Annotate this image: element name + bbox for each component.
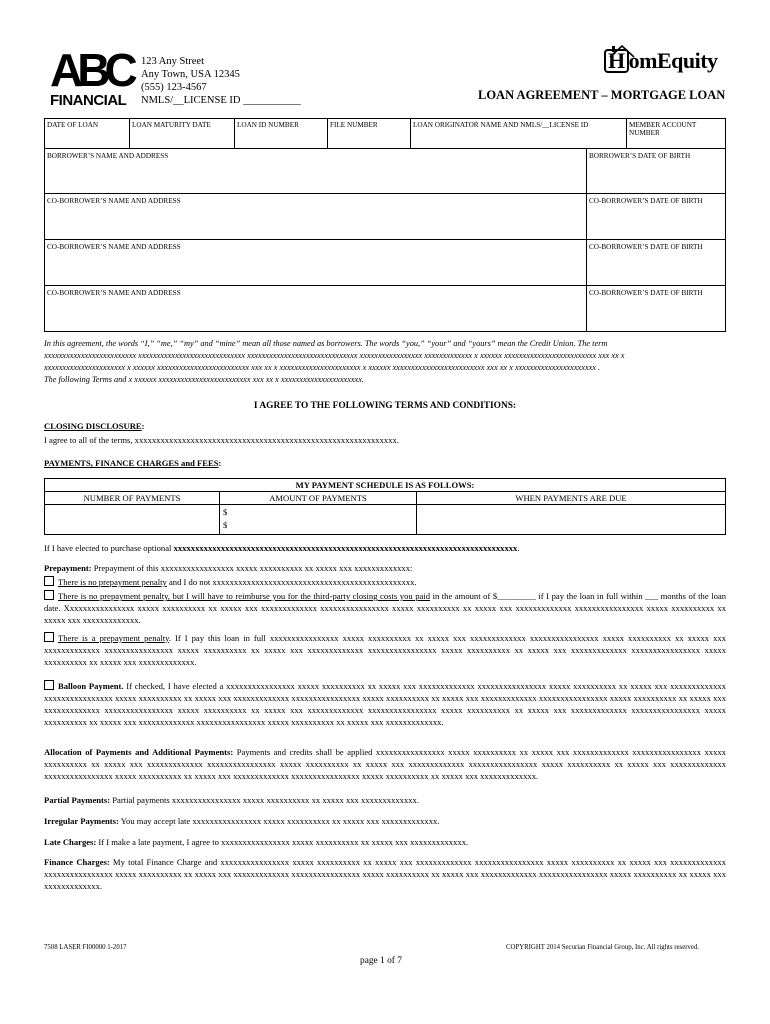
option-underlined: There is no prepayment penalty, but I will have to reimburse you for the third-party closing costs you paid <box>58 591 431 601</box>
agree-heading: I AGREE TO THE FOLLOWING TERMS AND CONDITIONS: <box>253 401 517 411</box>
when-due-cell[interactable] <box>417 505 726 535</box>
finance-charges-section <box>44 856 726 892</box>
prepayment-section <box>44 562 726 574</box>
coborrower-block[interactable] <box>44 240 726 286</box>
company-address <box>141 55 301 107</box>
intro-paragraph <box>44 338 726 386</box>
optional-bold: xxxxxxxxxxxxxxxxxxxxxxxxxxxxxxxxxxxxxxxxxxxxxxxxxxxxxxxxxxxxxxxxxxxxxxxxxxxxxxxx <box>173 543 518 553</box>
coborrower-name-label: CO-BORROWER’S NAME AND ADDRESS <box>47 243 181 251</box>
intro-line: xxxxxxxxxxxxxxxxxxxxxxxxx xxxxxxxxxxxxxxxxxxxxxxxxxxxxx xxxxxxxxxxxxxxxxxxxxxxxxxxxxxx xxxxxxxxxxxxxxxxx xxxxxxxxxxxxx x xxxxxx xxxxxxxxxxxxxxxxxxxxxxxxx xxx xx x <box>44 351 625 360</box>
borrower-name-label: BORROWER’S NAME AND ADDRESS <box>47 152 169 160</box>
loan-originator-field[interactable]: LOAN ORIGINATOR NAME AND NMLS/__LICENSE ID <box>411 119 627 149</box>
amount-cell[interactable] <box>220 505 417 535</box>
payment-schedule-table <box>44 478 726 535</box>
finance-label: Finance Charges: <box>44 857 110 867</box>
payments-heading-text: PAYMENTS, FINANCE CHARGES and FEES <box>44 458 219 468</box>
allocation-section <box>44 746 726 782</box>
address-line: NMLS/__LICENSE ID ___________ <box>141 95 301 106</box>
intro-line: xxxxxxxxxxxxxxxxxxxxxx x xxxxxx xxxxxxxxxxxxxxxxxxxxxxxxx xxx xx x xxxxxxxxxxxxxxxxxxxxxx x xxxxxx xxxxxxxxxxxxxxxxxxxxxxxxx xxx xx x xxxxxxxxxxxxxxxxxxxxxx . <box>44 363 601 372</box>
prepayment-option-3 <box>44 632 726 668</box>
borrower-dob-field[interactable]: BORROWER’S DATE OF BIRTH <box>586 149 692 193</box>
prepayment-no-penalty-checkbox[interactable] <box>44 576 54 586</box>
logo-letters: ABC <box>50 44 132 96</box>
partial-text: Partial payments xxxxxxxxxxxxxxxx xxxxx xxxxxxxxxx xx xxxxx xxx xxxxxxxxxxxxx. <box>110 795 419 805</box>
abc-financial-logo <box>50 44 132 112</box>
intro-line: The following Terms and x xxxxxx xxxxxxxxxxxxxxxxxxxxxxxxx xxx xx x xxxxxxxxxxxxxxxxxxxxxx. <box>44 375 364 384</box>
balloon-text: If checked, I have elected a xxxxxxxxxxxxxxxx xxxxx xxxxxxxxxx xx xxxxx xxx xxxxxxxxxxxxx xxxxxxxxxxxxxxxx xxxxx xxxxxxxxxx xx xxxxx xxx xxxxxxxxxxxxx xxxxxxxxxxxxxxxx xxxxx xxxxxxxxxx xx xxxxx xxx xxxxxxxxxxxxx xxxxxxxxxxxxxxxx xxxxx xxxxxxxxxx xx xxxxx xxx xxxxxxxxxxxxx xxxxxxxxxxxxxxxx xxxxx xxxxxxxxxx xx xxxxx xxx xxxxxxxxxxxxx xxxxxxxxxxxxxxxx xxxxx xxxxxxxxxx xx xxxxx xxx xxxxxxxxxxxxx xxxxxxxxxxxxxxxx xxxxx xxxxxxxxxx xx xxxxx xxx xxxxxxxxxxxxx xxxxxxxxxxxxxxxx xxxxx xxxxxxxxxx xx xxxxx xxx xxxxxxxxxxxxx xxxxxxxxxxxxxxxx xxxxx xxxxxxxxxx xx xxxxx xxx xxxxxxxxxxxxx. <box>44 681 726 727</box>
loan-maturity-date-field[interactable]: LOAN MATURITY DATE <box>130 119 235 149</box>
logo-word: FINANCIAL <box>50 92 127 109</box>
coborrower-block[interactable] <box>44 194 726 240</box>
coborrower-name-label: CO-BORROWER’S NAME AND ADDRESS <box>47 289 181 297</box>
loan-id-field[interactable]: LOAN ID NUMBER <box>235 119 328 149</box>
prepayment-option-2 <box>44 590 726 626</box>
file-number-field[interactable]: FILE NUMBER <box>328 119 411 149</box>
option-rest: . If I pay this loan in full xxxxxxxxxxxxxxxx xxxxx xxxxxxxxxx xx xxxxx xxx xxxxxxxxxxxxx xxxxxxxxxxxxxxxx xxxxx xxxxxxxxxx xx xxxxx xxx xxxxxxxxxxxxx xxxxxxxxxxxxxxxx xxxxx xxxxxxxxxx xx xxxxx xxx xxxxxxxxxxxxx xxxxxxxxxxxxxxxx xxxxx xxxxxxxxxx xx xxxxx xxx xxxxxxxxxxxxx xxxxxxxxxxxxxxxx xxxxx xxxxxxxxxx xx xxxxx xxx xxxxxxxxxxxxx. <box>44 633 726 667</box>
loan-info-grid <box>44 118 726 149</box>
prepayment-penalty-checkbox[interactable] <box>44 632 54 642</box>
optional-insurance-text <box>44 542 726 554</box>
finance-text: My total Finance Charge and xxxxxxxxxxxxxxxx xxxxx xxxxxxxxxx xx xxxxx xxx xxxxxxxxxxxxx xxxxxxxxxxxxxxxx xxxxx xxxxxxxxxx xx xxxxx xxx xxxxxxxxxxxxx xxxxxxxxxxxxxxxx xxxxx xxxxxxxxxx xx xxxxx xxx xxxxxxxxxxxxx xxxxxxxxxxxxxxxx xxxxx xxxxxxxxxx xx xxxxx xxx xxxxxxxxxxxxx xxxxxxxxxxxxxxxx xxxxx xxxxxxxxxx xx xxxxx xxx xxxxxxxxxxxxx. <box>44 857 726 891</box>
allocation-text: Payments and credits shall be applied xxxxxxxxxxxxxxxx xxxxx xxxxxxxxxx xx xxxxx xxx xxxxxxxxxxxxx xxxxxxxxxxxxxxxx xxxxx xxxxxxxxxx xx xxxxx xxx xxxxxxxxxxxxx xxxxxxxxxxxxxxxx xxxxx xxxxxxxxxx xx xxxxx xxx xxxxxxxxxxxxx xxxxxxxxxxxxxxxx xxxxx xxxxxxxxxx xx xxxxx xxx xxxxxxxxxxxxx xxxxxxxxxxxxxxxx xxxxx xxxxxxxxxx xx xxxxx xxx xxxxxxxxxxxxx xxxxxxxxxxxxxxxx xxxxx xxxxxxxxxx xx xxxxx xxx xxxxxxxxxxxxx. <box>44 747 726 781</box>
prepayment-reimburse-checkbox[interactable] <box>44 590 54 600</box>
allocation-label: Allocation of Payments and Additional Payments: <box>44 747 234 757</box>
coborrower-block[interactable] <box>44 286 726 332</box>
option-underlined: There is a prepayment penalty <box>58 633 169 643</box>
balloon-payment-section <box>44 680 726 728</box>
homequity-brand <box>604 48 718 74</box>
address-line: 123 Any Street <box>141 56 204 67</box>
brand-initial: H <box>604 49 629 73</box>
brand-rest: omEquity <box>628 48 718 73</box>
partial-label: Partial Payments: <box>44 795 111 805</box>
col-number-of-payments: NUMBER OF PAYMENTS <box>45 492 220 505</box>
colon: : <box>218 458 222 468</box>
copyright: COPYRIGHT 2014 Securian Financial Group, Inc. All rights reserved. <box>506 944 699 951</box>
coborrower-dob-field[interactable]: CO-BORROWER’S DATE OF BIRTH <box>586 286 705 331</box>
form-id: 7508 LASER FI00000 1-2017 <box>44 944 127 951</box>
payments-heading <box>44 457 726 469</box>
prepayment-text: Prepayment of this xxxxxxxxxxxxxxxxx xxxxx xxxxxxxxxx xx xxxxx xxx xxxxxxxxxxxxx: <box>91 563 413 573</box>
document-title: LOAN AGREEMENT – MORTGAGE LOAN <box>478 88 726 102</box>
late-text: If I make a late payment, I agree to xxxxxxxxxxxxxxxx xxxxx xxxxxxxxxx xx xxxxx xxx xxxxxxxxxxxxx. <box>96 837 469 847</box>
closing-heading-text: CLOSING DISCLOSURE <box>44 421 142 431</box>
closing-disclosure-text: I agree to all of the terms, xxxxxxxxxxxxxxxxxxxxxxxxxxxxxxxxxxxxxxxxxxxxxxxxxxxxxxxxxxxxx. <box>44 435 399 445</box>
balloon-payment-checkbox[interactable] <box>44 680 54 690</box>
option-underlined: There is no prepayment penalty <box>58 577 167 587</box>
late-label: Late Charges: <box>44 837 97 847</box>
schedule-title: MY PAYMENT SCHEDULE IS AS FOLLOWS: <box>45 479 726 492</box>
borrower-block[interactable] <box>44 149 726 194</box>
balloon-label: Balloon Payment. <box>58 681 124 691</box>
coborrower-dob-field[interactable]: CO-BORROWER’S DATE OF BIRTH <box>586 194 705 239</box>
date-of-loan-field[interactable]: DATE OF LOAN <box>45 119 130 149</box>
closing-disclosure-heading <box>44 420 726 432</box>
col-when-due: WHEN PAYMENTS ARE DUE <box>417 492 726 505</box>
coborrower-name-label: CO-BORROWER’S NAME AND ADDRESS <box>47 197 181 205</box>
address-line: (555) 123-4567 <box>141 82 207 93</box>
irregular-text: You may accept late xxxxxxxxxxxxxxxx xxxxx xxxxxxxxxx xx xxxxx xxx xxxxxxxxxxxxx. <box>118 816 440 826</box>
member-account-field[interactable]: MEMBER ACCOUNT NUMBER <box>627 119 726 149</box>
prepayment-label: Prepayment: <box>44 563 92 573</box>
address-line: Any Town, USA 12345 <box>141 69 240 80</box>
coborrower-dob-field[interactable]: CO-BORROWER’S DATE OF BIRTH <box>586 240 705 285</box>
prepayment-option-1 <box>44 576 726 588</box>
option-rest: in the amount of $_________ if I pay the loan in full within ___ months of the loan date. Xxxxxxxxxxxxxxxx xxxxx xxxxxxxxxx xx xxxxx xxx xxxxxxxxxxxxx xxxxxxxxxxxxxxxx xxxxx xxxxxxxxxx xx xxxxx xxx xxxxxxxxxxxxx xxxxxxxxxxxxxxxx xxxxx xxxxxxxxxx xx xxxxx xxx xxxxxxxxxxxxx. <box>44 591 727 625</box>
irregular-label: Irregular Payments: <box>44 816 119 826</box>
col-amount-of-payments: AMOUNT OF PAYMENTS <box>220 492 417 505</box>
optional-suffix: . <box>517 543 520 553</box>
dollar-sign: $ <box>223 507 228 517</box>
optional-prefix: If I have elected to purchase optional <box>44 543 174 553</box>
page-number: page 1 of 7 <box>360 956 402 966</box>
number-of-payments-cell[interactable] <box>45 505 220 535</box>
intro-line: In this agreement, the words “I,” “me,” “my” and “mine” mean all those named as borrowers. The words “you,” “your” and “yours” mean the Credit Union. The term <box>44 339 608 348</box>
colon: : <box>141 421 145 431</box>
irregular-payments-section <box>44 815 726 827</box>
dollar-sign: $ <box>223 520 228 530</box>
option-rest: and I do not xxxxxxxxxxxxxxxxxxxxxxxxxxxxxxxxxxxxxxxxxxxxxxx. <box>166 577 417 587</box>
late-charges-section <box>44 836 726 848</box>
partial-payments-section <box>44 794 726 806</box>
